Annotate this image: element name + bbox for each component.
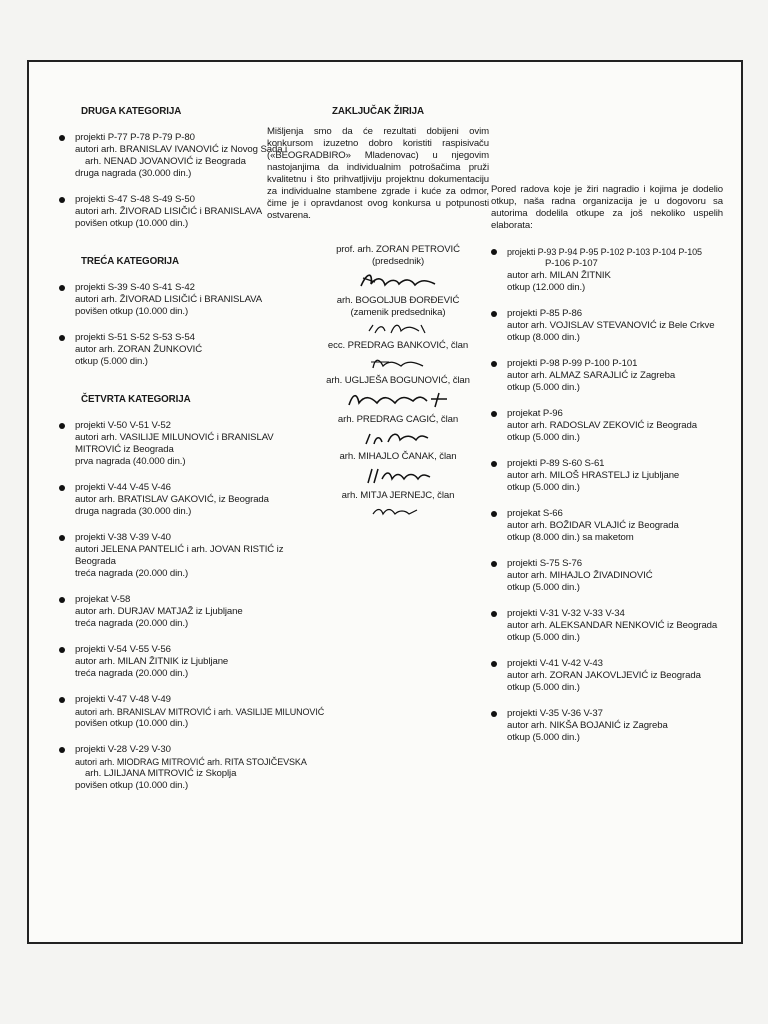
list-item: projekti V-28 V-29 V-30 autori arh. MIODRAG MITROVIĆ arh. RITA STOJIČEVSKA arh. LJILJANA MITROVIĆ iz Skoplja povišen otkup (10.000 din.) (59, 744, 289, 792)
list-item: projekat S-66 autor arh. BOŽIDAR VLAJIĆ iz Beograda otkup (8.000 din.) sa maketom (491, 508, 723, 544)
bullet-icon (491, 661, 497, 667)
bullet-icon (59, 335, 65, 341)
list-item: projekti S-51 S-52 S-53 S-54 autor arh. ZORAN ŽUNKOVIĆ otkup (5.000 din.) (59, 332, 289, 368)
jury-member-name: prof. arh. ZORAN PETROVIĆ (336, 244, 460, 255)
jury-member-name: arh. MITJA JERNEJC, član (341, 490, 455, 501)
bullet-icon (59, 285, 65, 291)
list-item: projekti P-89 S-60 S-61 autor arh. MILOŠ HRASTELJ iz Ljubljane otkup (5.000 din.) (491, 458, 723, 494)
conclusion-title: ZAKLJUČAK ŽIRIJA (331, 106, 425, 117)
list-item: projekti V-31 V-32 V-33 V-34 autor arh. ALEKSANDAR NENKOVIĆ iz Beograda otkup (5.000 din.) (491, 608, 723, 644)
bullet-icon (491, 561, 497, 567)
middle-column (267, 106, 489, 523)
list-item: projekti V-50 V-51 V-52 autori arh. VASILIJE MILUNOVIĆ i BRANISLAV MITROVIĆ iz Beograda prva nagrada (40.000 din.) (59, 420, 289, 468)
list-item: projekti V-38 V-39 V-40 autori JELENA PANTELIĆ i arh. JOVAN RISTIĆ iz Beograda treća nagrada (20.000 din.) (59, 532, 289, 580)
document-page (27, 60, 743, 944)
bullet-icon (491, 249, 497, 255)
bullet-icon (59, 535, 65, 541)
signature-6 (358, 465, 438, 487)
signature-5 (358, 428, 438, 448)
signature-4 (343, 389, 453, 411)
list-item: projekti S-47 S-48 S-49 S-50 autori arh. ŽIVORAD LISIČIĆ i BRANISLAVA povišen otkup (10.000 din.) (59, 194, 289, 230)
list-item: projekat P-96 autor arh. RADOSLAV ZEKOVIĆ iz Beograda otkup (5.000 din.) (491, 408, 723, 444)
list-item: projekat V-58 autor arh. DURJAV MATJAŽ iz Ljubljane treća nagrada (20.000 din.) (59, 594, 289, 630)
jury-member-name: arh. BOGOLJUB ĐORĐEVIĆ (336, 295, 460, 306)
bullet-icon (491, 311, 497, 317)
additional-awards-intro: Pored radova koje je žiri nagradio i kojima je dodelio otkup, naša radna organizacija je u dogovoru sa autorima dodelila otkupe za još nekoliko uspelih elaborata: (491, 184, 723, 231)
signature-2 (363, 321, 433, 337)
jury-member-name: arh. PREDRAG CAGIĆ, član (337, 414, 459, 425)
bullet-icon (491, 461, 497, 467)
bullet-icon (491, 711, 497, 717)
jury-list (267, 244, 489, 520)
category-title-cetvrta: ČETVRTA KATEGORIJA (81, 394, 191, 405)
bullet-icon (491, 611, 497, 617)
conclusion-paragraph: Mišljenja smo da će rezultati dobijeni ovim konkursom izuzetno dobro koristiti raspisivaču («BEOGRADBIRO» Mladenovac) u njegovim nastojanjima da individualnim potrošačima pruži kvalitetnu i što prihvatljiviju projektnu dokumentaciju za individualne stambene zgrade i kuće za odmor, čime je i opravdanost ovog konkursa u potpunosti ostvarena. (267, 126, 489, 221)
bullet-icon (59, 423, 65, 429)
category-title-treca: TREĆA KATEGORIJA (81, 256, 180, 267)
list-item: projekti V-41 V-42 V-43 autor arh. ZORAN JAKOVLJEVIĆ iz Beograda otkup (5.000 din.) (491, 658, 723, 694)
jury-member-role: (zamenik predsednika) (350, 307, 446, 318)
right-column (491, 184, 723, 744)
bullet-icon (59, 597, 65, 603)
list-item: projekti V-54 V-55 V-56 autor arh. MILAN ŽITNIK iz Ljubljane treća nagrada (20.000 din.) (59, 644, 289, 680)
bullet-icon (59, 485, 65, 491)
jury-member-name: arh. MIHAJLO ČANAK, član (339, 451, 457, 462)
jury-member-role: (predsednik) (371, 256, 425, 267)
signature-7 (363, 504, 433, 520)
bullet-icon (59, 197, 65, 203)
signature-3 (363, 354, 433, 372)
list-item: projekti P-93 P-94 P-95 P-102 P-103 P-104 P-105 P-106 P-107 autor arh. MILAN ŽITNIK otkup (12.000 din.) (491, 246, 723, 294)
jury-member-name: arh. UGLJEŠA BOGUNOVIĆ, član (326, 375, 470, 386)
list-item: projekti S-39 S-40 S-41 S-42 autori arh. ŽIVORAD LISIČIĆ i BRANISLAVA povišen otkup (10.000 din.) (59, 282, 289, 318)
bullet-icon (491, 411, 497, 417)
list-item: projekti P-77 P-78 P-79 P-80 autori arh. BRANISLAV IVANOVIĆ iz Novog Sada i arh. NENAD JOVANOVIĆ iz Beograda druga nagrada (30.000 din.) (59, 132, 289, 180)
jury-member-name: ecc. PREDRAG BANKOVIĆ, član (327, 340, 469, 351)
list-item: projekti V-44 V-45 V-46 autor arh. BRATISLAV GAKOVIĆ, iz Beograda druga nagrada (30.000 din.) (59, 482, 289, 518)
bullet-icon (491, 361, 497, 367)
list-item: projekti P-85 P-86 autor arh. VOJISLAV STEVANOVIĆ iz Bele Crkve otkup (8.000 din.) (491, 308, 723, 344)
list-item: projekti V-35 V-36 V-37 autor arh. NIKŠA BOJANIĆ iz Zagreba otkup (5.000 din.) (491, 708, 723, 744)
list-item: projekti S-75 S-76 autor arh. MIHAJLO ŽIVADINOVIĆ otkup (5.000 din.) (491, 558, 723, 594)
list-item: projekti V-47 V-48 V-49 autori arh. BRANISLAV MITROVIĆ i arh. VASILIJE MILUNOVIĆ povišen otkup (10.000 din.) (59, 694, 289, 730)
category-title-druga: DRUGA KATEGORIJA (81, 106, 182, 117)
bullet-icon (491, 511, 497, 517)
bullet-icon (59, 697, 65, 703)
list-item: projekti P-98 P-99 P-100 P-101 autor arh. ALMAZ SARAJLIĆ iz Zagreba otkup (5.000 din.) (491, 358, 723, 394)
signature-1 (353, 270, 443, 292)
bullet-icon (59, 135, 65, 141)
bullet-icon (59, 647, 65, 653)
bullet-icon (59, 747, 65, 753)
left-column (59, 106, 325, 792)
